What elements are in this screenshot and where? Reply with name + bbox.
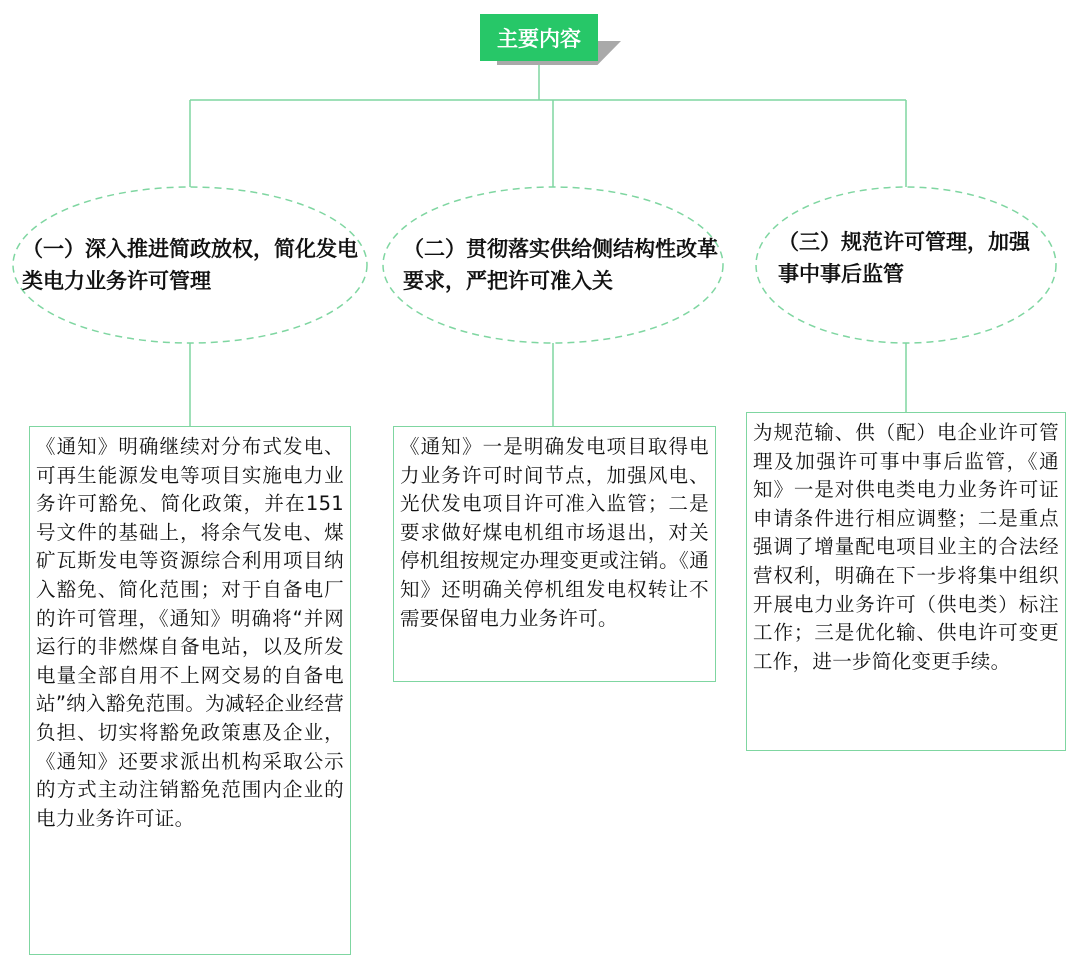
- root-node: [480, 14, 598, 61]
- branch-content-3: 为规范输、供（配）电企业许可管理及加强许可事中事后监管，《通知》一是对供电类电力业务许可证申请条件进行相应调整；二是重点强调了增量配电项目业主的合法经营权利，明确在下一步将集中组织开展电力业务许可（供电类）标注工作；三是优化输、供电许可变更工作，进一步简化变更手续。: [746, 412, 1066, 751]
- branch-title-3: （三）规范许可管理，加强事中事后监管: [778, 230, 1030, 286]
- branch-content-1: 《通知》明确继续对分布式发电、可再生能源发电等项目实施电力业务许可豁免、简化政策，并在151号文件的基础上，将余气发电、煤矿瓦斯发电等资源综合利用项目纳入豁免、简化范围；对于自备电厂的许可管理，《通知》明确将“并网运行的非燃煤自备电站，以及所发电量全部自用不上网交易的自备电站”纳入豁免范围。为减轻企业经营负担、切实将豁免政策惠及企业，《通知》还要求派出机构采取公示的方式主动注销豁免范围内企业的电力业务许可证。: [29, 426, 351, 955]
- branch-title-2: （二）贯彻落实供给侧结构性改革要求，严把许可准入关: [403, 237, 718, 293]
- branch-title-1: （一）深入推进简政放权，简化发电类电力业务许可管理: [22, 237, 358, 293]
- root-node-label: 主要内容: [497, 26, 581, 51]
- branch-content-2: 《通知》一是明确发电项目取得电力业务许可时间节点，加强风电、光伏发电项目许可准入监管；二是要求做好煤电机组市场退出，对关停机组按规定办理变更或注销。《通知》还明确关停机组发电权转让不需要保留电力业务许可。: [393, 426, 716, 682]
